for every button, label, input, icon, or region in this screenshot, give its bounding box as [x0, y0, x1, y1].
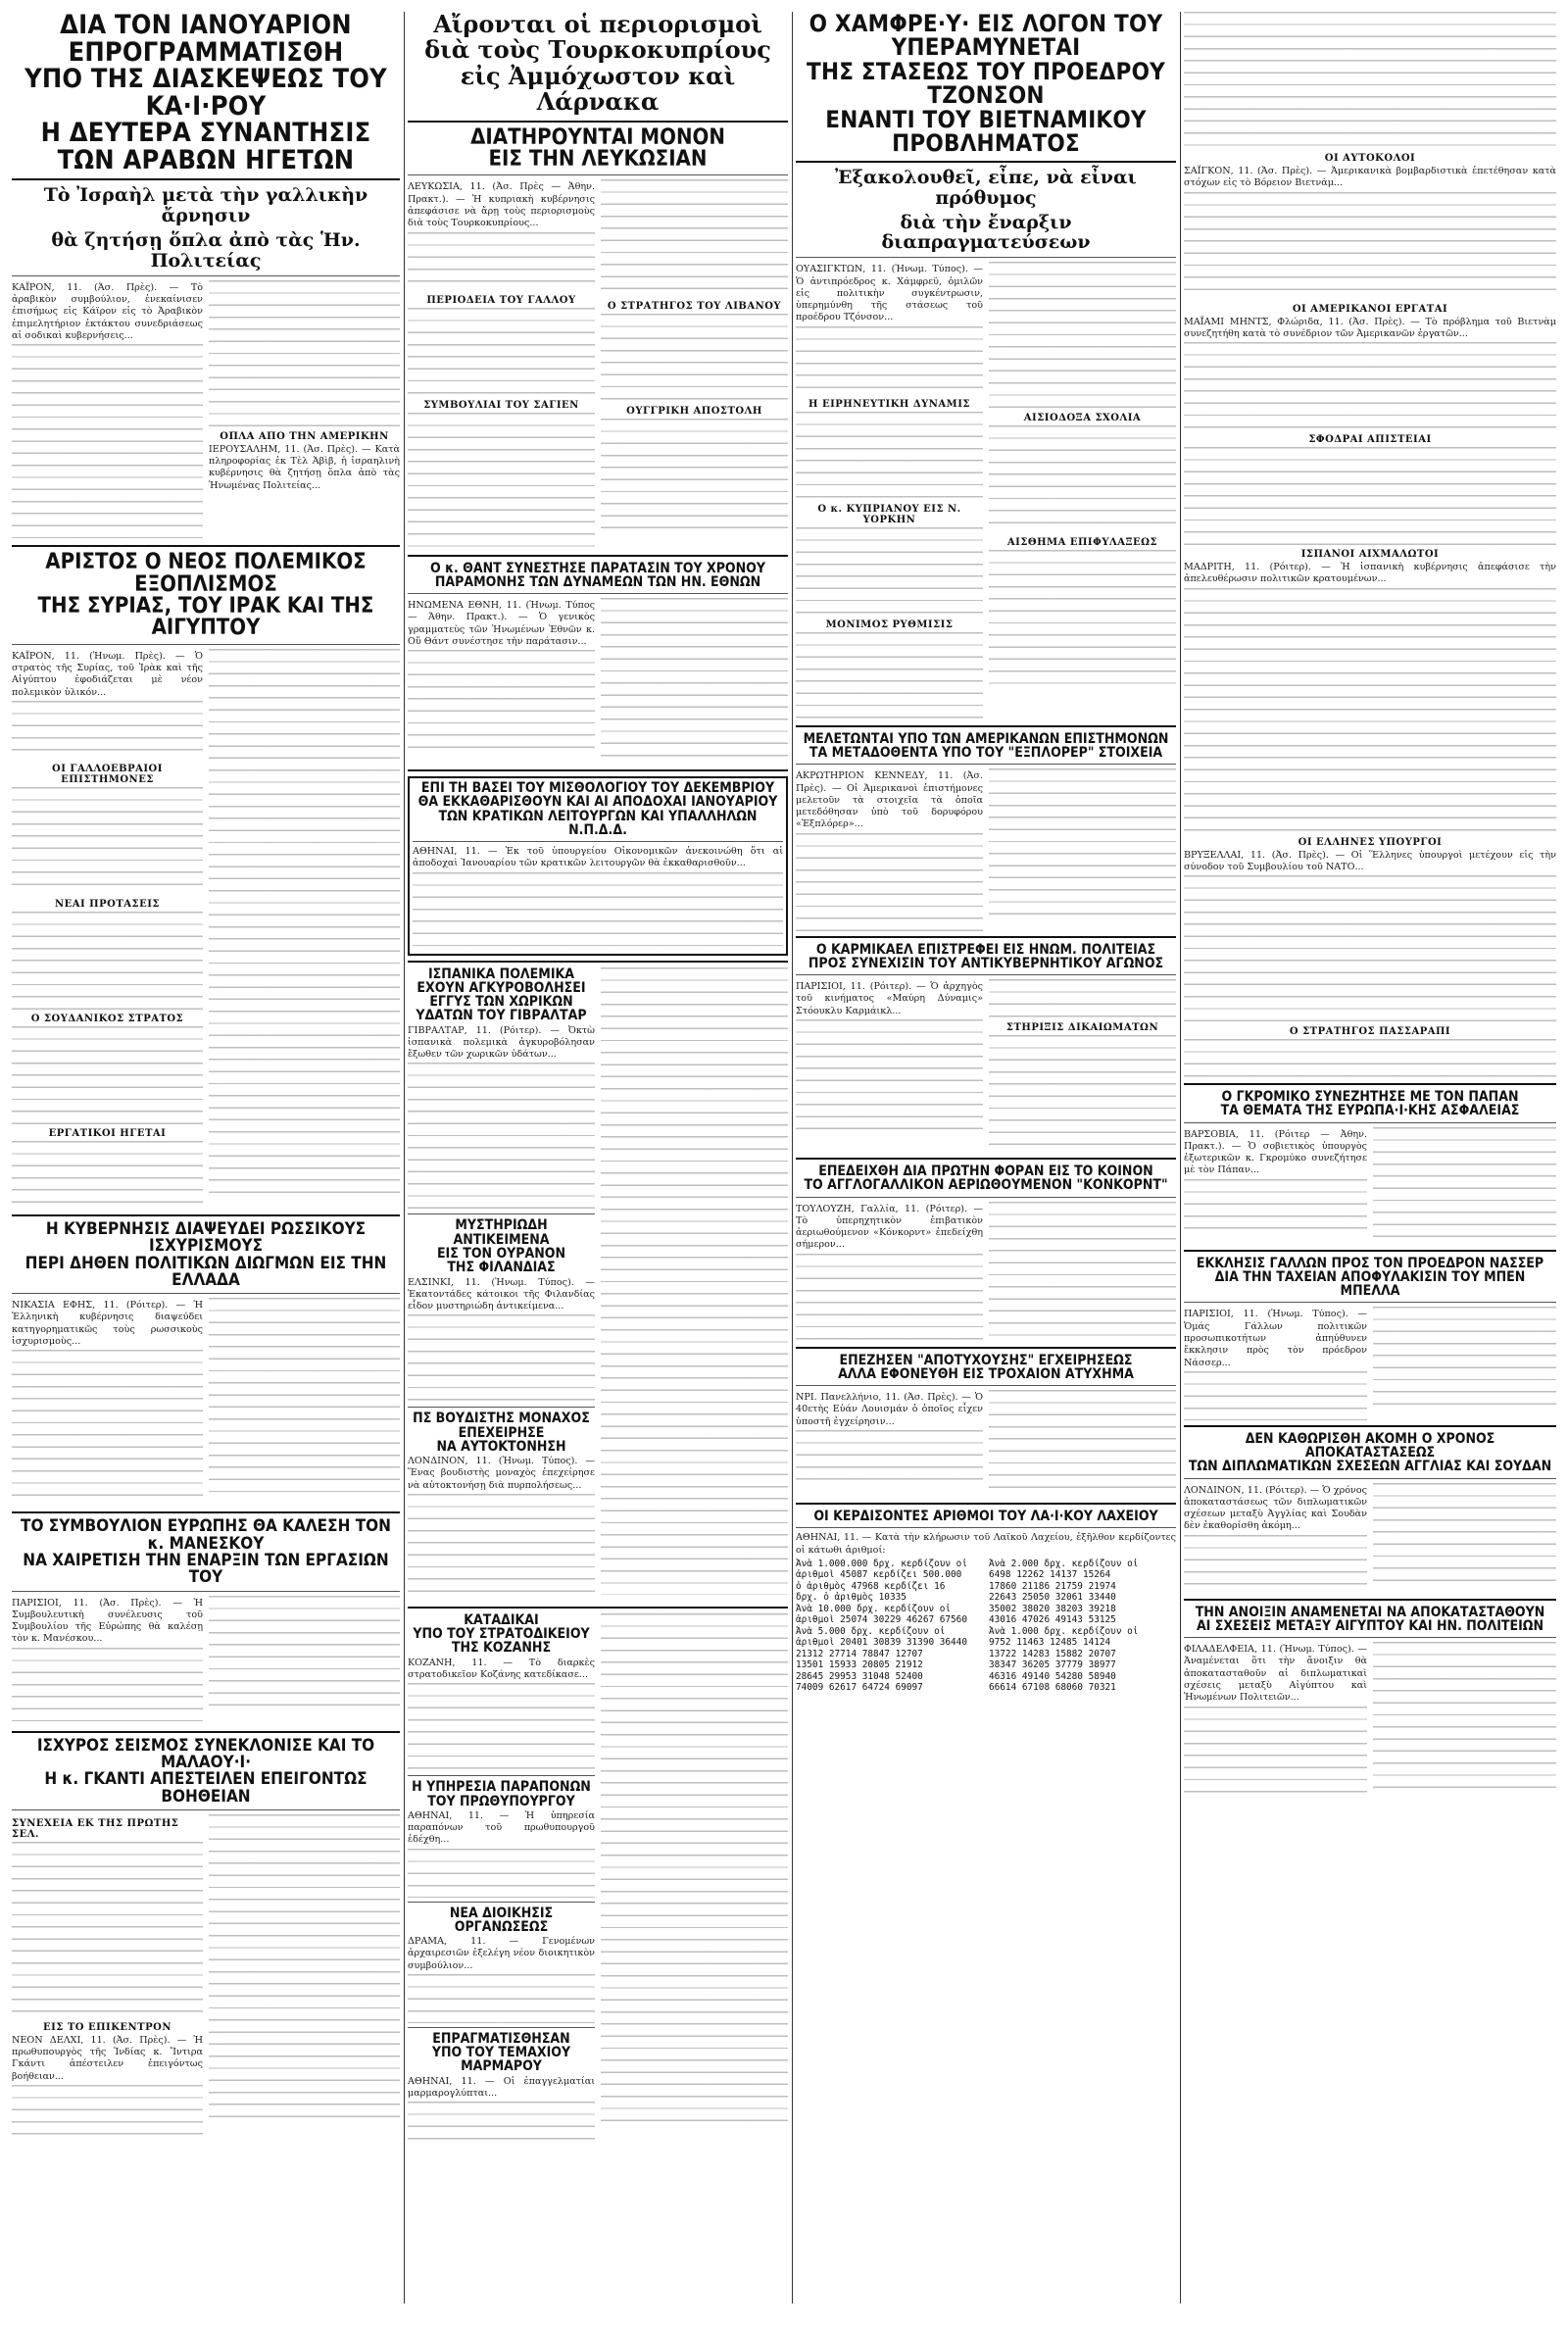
lottery-row: 28645 29953 31048 52400 — [796, 1670, 923, 1682]
lottery-row: ἀριθμοὶ 25074 30229 46267 67560 — [796, 1614, 967, 1626]
headline-line: ΤΟ ΣΥΜΒΟΥΛΙΟΝ ΕΥΡΩΠΗΣ ΘΑ ΚΑΛΕΣΗ ΤΟΝ κ. ΜΑΝΕΣΚΟΥ — [21, 1516, 391, 1554]
earthquake-article — [12, 1735, 400, 2144]
court-martial-article — [408, 1613, 595, 1771]
continuation-note: ΣΥΝΕΧΕΙΑ ΕΚ ΤΗΣ ΠΡΩΤΗΣ ΣΕΛ. — [12, 1817, 179, 1840]
headline-line: ΤΑ ΘΕΜΑΤΑ ΤΗΣ ΕΥΡΩΠΑ·Ι·ΚΗΣ ΑΣΦΑΛΕΙΑΣ — [1220, 1103, 1520, 1119]
article-body: ΚΑΪΡΟΝ, 11. (Ἠνωμ. Πρὲς). — Ὁ στρατὸς τῆς Συρίας, τοῦ Ἰρὰκ καὶ τῆς Αἰγύπτου ἐφοδιάζεται μὲ νέον πολεμικὸν ὑλικόν... — [12, 650, 203, 698]
syria-armament-article — [12, 552, 400, 1210]
lottery-row: ἀριθμοὶ 20401 30839 31390 36440 — [796, 1637, 967, 1649]
section-subhead: ΝΕΑΙ ΠΡΟΤΑΣΕΙΣ — [55, 898, 160, 910]
section-subhead: ΣΥΜΒΟΥΛΙΑΙ ΤΟΥ ΣΑΓΙΕΝ — [423, 399, 579, 411]
section-subhead: ΙΣΠΑΝΟΙ ΑΙΧΜΑΛΩΤΟΙ — [1300, 549, 1440, 561]
headline-line: ΕΚΚΛΗΣΙΣ ΓΑΛΛΩΝ ΠΡΟΣ ΤΟΝ ΠΡΟΕΔΡΟΝ ΝΑΣΣΕΡ — [1196, 1255, 1544, 1271]
column-1 — [12, 12, 400, 2303]
article-body: ΜΑΪΑΜΙ ΜΗΝΤΣ, Φλώριδα, 11. (Ἀσ. Πρὲς). — Τὸ πρόβλημα τοῦ Βιετνὰμ συνεζητήθη κατὰ τὸ συνέδριον τῶν Ἀμερικανῶν ἐργατῶν... — [1184, 316, 1556, 339]
section-subhead: Ο ΣΟΥΔΑΝΙΚΟΣ ΣΤΡΑΤΟΣ — [30, 1013, 184, 1024]
carmichael-article — [796, 943, 1176, 1154]
lottery-row: 46316 49140 54280 58940 — [989, 1670, 1116, 1682]
column-2 — [408, 12, 788, 2303]
headline-line: ΙΣΠΑΝΙΚΑ ΠΟΛΕΜΙΚΑ — [427, 965, 575, 982]
headline-line: ΝΑ ΑΥΤΟΚΤΟΝΗΣΗ — [436, 1438, 566, 1455]
section-subhead: ΕΡΓΑΤΙΚΟΙ ΗΓΕΤΑΙ — [48, 1127, 167, 1139]
article-body: ΕΛΣΙΝΚΙ, 11. (Ἠνωμ. Τύπος). — Ἑκατοντάδες κάτοικοι τῆς Φιλανδίας εἶδον μυστηριώδη ἀντικείμενα... — [408, 1276, 595, 1312]
column-3 — [796, 12, 1176, 2303]
un-forces-article — [408, 562, 788, 766]
headline-line: ΤΩΝ ΔΙΠΛΩΜΑΤΙΚΩΝ ΣΧΕΣΕΩΝ ΑΓΓΛΙΑΣ ΚΑΙ ΣΟΥΔΑΝ — [1188, 1459, 1552, 1475]
lottery-row: ὁ ἀριθμὸς 47968 κερδίζει 16 — [796, 1580, 946, 1592]
explorer-article — [796, 732, 1176, 931]
lottery-number-list — [989, 1559, 1176, 1694]
buddhist-monk-article — [408, 1411, 595, 1602]
gromyko-article — [1184, 1090, 1556, 1245]
marble-article — [408, 2032, 595, 2141]
concorde-article — [796, 1164, 1176, 1342]
council-europe-article — [12, 1518, 400, 1725]
headline-line: ΠΕΡΙ ΔΗΘΕΝ ΠΟΛΙΤΙΚΩΝ ΔΙΩΓΜΩΝ ΕΙΣ ΤΗΝ ΕΛΛΑΔΑ — [24, 1253, 387, 1290]
article-body: ΑΘΗΝΑΙ, 11. — Κατὰ τὴν κλήρωσιν τοῦ Λαϊκοῦ Λαχείου, ἐξῆλθον κερδίζοντες οἱ κάτωθι ἀριθμοί: — [796, 1532, 1176, 1556]
headline-line: Η ΔΕΥΤΕΡΑ ΣΥΝΑΝΤΗΣΙΣ ΤΩΝ ΑΡΑΒΩΝ ΗΓΕΤΩΝ — [40, 118, 371, 175]
headline-line: Η ΚΥΒΕΡΝΗΣΙΣ ΔΙΑΨΕΥΔΕΙ ΡΩΣΣΙΚΟΥΣ ΙΣΧΥΡΙΣΜΟΥΣ — [45, 1218, 367, 1257]
lottery-article — [796, 1510, 1176, 1693]
headline-line: ΝΕΑ ΔΙΟΙΚΗΣΙΣ — [449, 1905, 554, 1921]
article-body: ΠΑΡΙΣΙΟΙ, 11. (Ἀσ. Πρὲς). — Ἡ Συμβουλευτικὴ συνέλευσις τοῦ Συμβουλίου τῆς Εὐρώπης θὰ καλέσῃ τὸν κ. Μανέσκου... — [12, 1597, 203, 1645]
article-body: ΝΙΚΑΣΙΑ ΕΦΗΣ, 11. (Ρόιτερ). — Ἡ Ἑλληνικὴ κυβέρνησις διαψεύδει κατηγορηματικῶς τοὺς ρωσσικοὺς ἰσχυρισμοὺς... — [12, 1300, 203, 1347]
article-body: ΑΘΗΝΑΙ, 11. — Οἱ ἐπαγγελματίαι μαρμαρογλύπται... — [408, 2075, 595, 2099]
text-block — [1184, 12, 1556, 149]
headline-line: ΑΡΙΣΤΟΣ Ο ΝΕΟΣ ΠΟΛΕΜΙΚΟΣ ΕΞΟΠΛΙΣΜΟΣ — [45, 550, 367, 597]
subheadline-line: διὰ τὴν ἔναρξιν διαπραγματεύσεων — [881, 211, 1091, 254]
column-rule — [404, 12, 405, 2303]
headline-line: Ο ΓΚΡΟΜΙΚΟ ΣΥΝΕΖΗΤΗΣΕ ΜΕ ΤΟΝ ΠΑΠΑΝ — [1221, 1089, 1519, 1106]
column-4 — [1184, 12, 1556, 2303]
article-body: ΑΘΗΝΑΙ, 11. — Ἡ ὑπηρεσία παραπόνων τοῦ πρωθυπουργοῦ ἐδέχθη... — [408, 1809, 595, 1846]
headline-line: ΔΙΑ ΤΟΝ ΙΑΝΟΥΑΡΙΟΝ ΕΠΡΟΓΡΑΜΜΑΤΙΣΘΗ — [60, 12, 352, 68]
headline-line: ΑΙ ΣΧΕΣΕΙΣ ΜΕΤΑΞΥ ΑΙΓΥΠΤΟΥ ΚΑΙ ΗΝ. ΠΟΛΙΤΕΙΩΝ — [1196, 1617, 1544, 1634]
lottery-number-list — [796, 1559, 983, 1694]
article-body: ΛΟΝΔΙΝΟΝ, 11. (Ρόιτερ). — Ὁ χρόνος ἀποκαταστάσεως τῶν διπλωματικῶν σχέσεων μεταξὺ Ἀγγλίας καὶ Σουδὰν δὲν ἐκαθορίσθη ἀκόμη... — [1184, 1484, 1367, 1532]
article-body: ΠΑΡΙΣΙΟΙ, 11. (Ἠνωμ. Τύπος). — Ὁμάς Γάλλων πολιτικῶν προσωπικοτήτων ἀπηύθυνεν ἔκκλησιν πρὸς τὸν πρόεδρον Νάσσερ... — [1184, 1309, 1367, 1368]
headline-line: ΤΟ ΑΓΓΛΟΓΑΛΛΙΚΟΝ ΑΕΡΙΩΘΟΥΜΕΝΟΝ "ΚΟΝΚΟΡΝΤ" — [804, 1177, 1168, 1194]
article-body: ΔΡΑΜΑ, 11. — Γενομένων ἀρχαιρεσιῶν ἐξελέγη νέον διοικητικὸν συμβούλιον... — [408, 1936, 595, 1971]
headline-line: Ο ΧΑΜΦΡΕ·Υ· ΕΙΣ ΛΟΓΟΝ ΤΟΥ ΥΠΕΡΑΜΥΝΕΤΑΙ — [808, 12, 1163, 62]
lottery-row: 13722 14283 15882 20707 — [989, 1648, 1116, 1659]
headline-line: ΜΥΣΤΗΡΙΩΔΗ ΑΝΤΙΚΕΙΜΕΝΑ — [453, 1217, 550, 1248]
section-subhead: Ο ΣΤΡΑΤΗΓΟΣ ΠΑΣΣΑΡΑΠΙ — [1289, 1026, 1451, 1038]
headline-line: ΟΙ ΚΕΡΔΙΣΟΝΤΕΣ ΑΡΙΘΜΟΙ ΤΟΥ ΛΑ·Ι·ΚΟΥ ΛΑΧΕΙΟΥ — [813, 1509, 1158, 1525]
headline-line: ΕΠΙ ΤΗ ΒΑΣΕΙ ΤΟΥ ΜΙΣΘΟΛΟΓΙΟΥ ΤΟΥ ΔΕΚΕΜΒΡΙΟΥ — [420, 780, 775, 797]
section-subhead: ΟΙ ΑΥΤΟΚΟΛΟΙ — [1324, 153, 1416, 164]
spanish-navy-article — [408, 967, 595, 1211]
headline-line: ΕΓΓΥΣ ΤΩΝ ΧΩΡΙΚΩΝ — [429, 994, 573, 1011]
section-subhead: Ο ΣΤΡΑΤΗΓΟΣ ΤΟΥ ΛΙΒΑΝΟΥ — [607, 301, 782, 313]
headline-line: ΕΙΣ ΤΟΝ ΟΥΡΑΝΟΝ — [436, 1246, 566, 1263]
headline-line: ΕΠΕΧΕΙΡΗΣΕ — [458, 1424, 545, 1441]
lottery-row: 21312 27714 78847 12707 — [796, 1648, 923, 1659]
headline-line: ΠΡΟΣ ΣΥΝΕΧΙΣΙΝ ΤΟΥ ΑΝΤΙΚΥΒΕΡΝΗΤΙΚΟΥ ΑΓΩΝΟΣ — [808, 955, 1164, 971]
headline-line: ΤΑ ΜΕΤΑΔΟΘΕΝΤΑ ΥΠΟ ΤΟΥ "ΕΞΠΛΟΡΕΡ" ΣΤΟΙΧΕΙΑ — [808, 744, 1163, 761]
headline-line: ΤΩΝ ΚΡΑΤΙΚΩΝ ΛΕΙΤΟΥΡΓΩΝ ΚΑΙ ΥΠΑΛΛΗΛΩΝ Ν.Π.Δ.Δ. — [438, 808, 758, 838]
headline-line: ΤΟΥ ΠΡΩΘΥΠΟΥΡΓΟΥ — [427, 1793, 575, 1809]
subheadline-line: ΕΙΣ ΤΗΝ ΛΕΥΚΩΣΙΑΝ — [488, 147, 708, 172]
lottery-row: 9752 11463 12485 14124 — [989, 1637, 1111, 1649]
article-body: ΝΡΙ. Πανελλήνιο, 11. (Ἀσ. Πρὲς). — Ὁ 40ετὴς Εὐάν Λουισμάν ὁ ὁποῖος εἶχεν ὑποστῆ ἐγχείρησιν... — [796, 1392, 983, 1427]
headline-line: ΤΗΝ ΑΝΟΙΞΙΝ ΑΝΑΜΕΝΕΤΑΙ ΝΑ ΑΠΟΚΑΤΑΣΤΑΘΟΥΝ — [1195, 1604, 1545, 1620]
article-body: ΦΙΛΑΔΕΛΦΕΙΑ, 11. (Ἠνωμ. Τύπος). — Ἀναμένεται ὅτι τὴν ἄνοιξιν θὰ ἀποκατασταθοῦν αἱ διπλωματικαὶ σχέσεις μεταξὺ Αἰγύπτου καὶ Ἡνωμένων Πολιτειῶν... — [1184, 1644, 1367, 1704]
headline-line: ΤΗΣ ΚΟΖΑΝΗΣ — [451, 1640, 552, 1657]
headline-line: Η ΥΠΗΡΕΣΙΑ ΠΑΡΑΠΟΝΩΝ — [412, 1779, 591, 1796]
headline-line: ΔΙΑ ΤΗΝ ΤΑΧΕΙΑΝ ΑΠΟΦΥΛΑΚΙΣΙΝ ΤΟΥ ΜΠΕΝ ΜΠΕΛΛΑ — [1214, 1268, 1526, 1300]
headline-line: ΑΛΛΑ ΕΦΟΝΕΥΘΗ ΕΙΣ ΤΡΟΧΑΙΟΝ ΑΤΥΧΗΜΑ — [838, 1365, 1134, 1382]
lottery-row: ἀριθμοὶ 45087 κερδίζει 500.000 — [796, 1569, 962, 1581]
section-subhead: ΑΙΣΙΟΔΟΞΑ ΣΧΟΛΙΑ — [1023, 413, 1142, 424]
article-body: ΒΑΡΣΟΒΙΑ, 11. (Ρόιτερ — Ἀθην. Πρακτ.). — Ὁ σοβιετικὸς ὑπουργὸς ἐξωτερικῶν κ. Γκρομύκο συνεζήτησε μὲ τὸν Πάπαν... — [1184, 1128, 1367, 1176]
lottery-row: Ἀνὰ 10.000 δρχ. κερδίζουν οἱ — [796, 1603, 952, 1614]
headline-line: Ο κ. ΘΑΝΤ ΣΥΝΕΣΤΗΣΕ ΠΑΡΑΤΑΣΙΝ ΤΟΥ ΧΡΟΝΟΥ — [429, 560, 765, 576]
article-body: ΜΑΔΡΙΤΗ, 11. (Ρόιτερ). — Ἡ ἱσπανικὴ κυβέρνησις ἀπεφάσισε τὴν ἀπελευθέρωσιν πολιτικῶν κρατουμένων... — [1184, 562, 1556, 585]
subheadline-line: Ἐξακολουθεῖ, εἶπε, νὰ εἶναι πρόθυμος — [835, 166, 1137, 209]
surgery-article — [796, 1354, 1176, 1499]
headline-line: ΥΠΟ ΤΟΥ ΣΤΡΑΤΟΔΙΚΕΙΟΥ — [413, 1626, 590, 1643]
headline-line: Η κ. ΓΚΑΝΤΙ ΑΠΕΣΤΕΙΛΕΝ ΕΠΕΙΓΟΝΤΩΣ ΒΟΗΘΕΙΑΝ — [44, 1769, 368, 1807]
section-subhead: ΑΙΣΘΗΜΑ ΕΠΙΦΥΛΑΞΕΩΣ — [1006, 537, 1158, 549]
section-subhead: ΟΥΓΓΡΙΚΗ ΑΠΟΣΤΟΛΗ — [626, 406, 762, 418]
russia-claims-article — [12, 1218, 400, 1507]
section-subhead: ΣΦΟΔΡΑΙ ΑΠΙΣΤΕΙΑΙ — [1308, 434, 1432, 446]
headline-line: ΤΗΣ ΣΤΑΣΕΩΣ ΤΟΥ ΠΡΟΕΔΡΟΥ ΤΖΟΝΣΟΝ — [807, 57, 1165, 110]
headline-line: εἰς Ἀμμόχωστον καὶ Λάρνακα — [460, 61, 736, 117]
section-subhead: ΟΠΛΑ ΑΠΟ ΤΗΝ ΑΜΕΡΙΚΗΝ — [220, 430, 389, 442]
headline-line: διὰ τοὺς Τουρκοκυπρίους — [424, 35, 771, 65]
lottery-row: 74009 62617 64724 69097 — [796, 1682, 923, 1694]
newspaper-page — [12, 12, 1556, 2303]
headline-line: ΤΗΣ ΦΙΛΑΝΔΙΑΣ — [447, 1260, 556, 1276]
article-body: ΓΙΒΡΑΛΤΑΡ, 11. (Ρόιτερ). — Ὀκτὼ ἱσπανικὰ πολεμικὰ ἀγκυροβόλησαν ἔξωθεν τῶν χωρικῶν ὑδάτων... — [408, 1024, 595, 1061]
lottery-row: Ἀνὰ 1.000.000 δρχ. κερδίζουν οἱ — [796, 1559, 967, 1570]
headline-line: ΠΑΡΑΜΟΝΗΣ ΤΩΝ ΔΥΝΑΜΕΩΝ ΤΩΝ ΗΝ. ΕΘΝΩΝ — [434, 573, 761, 590]
article-body: ΑΘΗΝΑΙ, 11. — Ἐκ τοῦ ὑπουργείου Οἰκονομικῶν ἀνεκοινώθη ὅτι αἱ ἀποδοχαὶ Ἰανουαρίου τῶν κρατικῶν λειτουργῶν θὰ ἐκκαθαρισθοῦν... — [413, 846, 783, 869]
lottery-row: Ἀνὰ 2.000 δρχ. κερδίζουν οἱ — [989, 1559, 1139, 1570]
article-body: ΛΕΥΚΩΣΙΑ, 11. (Ἀσ. Πρὲς — Ἀθην. Πρακτ.). — Ἡ κυπριακὴ κυβέρνησις ἀπεφάσισε νὰ ἄρῃ τοὺς περιορισμοὺς διὰ τοὺς Τουρκοκυπρίους... — [408, 181, 595, 229]
headline-line: ΝΑ ΧΑΙΡΕΤΙΣΗ ΤΗΝ ΕΝΑΡΞΙΝ ΤΩΝ ΕΡΓΑΣΙΩΝ ΤΟΥ — [23, 1550, 389, 1588]
lottery-row: 66614 67108 68060 70321 — [989, 1682, 1116, 1694]
article-body: ΚΟΖΑΝΗ, 11. — Τὸ διαρκὲς στρατοδικεῖον Κοζάνης κατεδίκασε... — [408, 1657, 595, 1680]
section-subhead: Η ΕΙΡΗΝΕΥΤΙΚΗ ΔΥΝΑΜΙΣ — [808, 398, 970, 410]
lottery-row: Ἀνὰ 5.000 δρχ. κερδίζουν οἱ — [796, 1625, 946, 1637]
headline-line: ΕΠΕΔΕΙΧΘΗ ΔΙΑ ΠΡΩΤΗΝ ΦΟΡΑΝ ΕΙΣ ΤΟ ΚΟΙΝΟΝ — [818, 1164, 1153, 1180]
article-body: ΠΑΡΙΣΙΟΙ, 11. (Ρόιτερ). — Ὁ ἀρχηγὸς τοῦ κινήματος «Μαύρη Δύναμις» Στόουκλυ Καρμάικλ... — [796, 981, 983, 1016]
lottery-row: Ἀνὰ 1.000 δρχ. κερδίζουν οἱ — [989, 1625, 1139, 1637]
section-subhead: ΟΙ ΓΑΛΛΟΕΒΡΑΙΟΙ ΕΠΙΣΤΗΜΟΝΕΣ — [52, 763, 163, 785]
section-subhead: ΣΤΗΡΙΞΙΣ ΔΙΚΑΙΩΜΑΤΩΝ — [1005, 1022, 1159, 1034]
humphrey-article — [796, 12, 1176, 720]
lottery-row: 6498 12262 14137 15264 — [989, 1569, 1111, 1581]
section-subhead: ΟΙ ΑΜΕΡΙΚΑΝΟΙ ΕΡΓΑΤΑΙ — [1292, 303, 1448, 315]
article-body: ΚΑΪΡΟΝ, 11. (Ἀσ. Πρὲς). — Τὸ ἀραβικὸν συμβούλιον, ἐνεκαίνισεν ἐπισήμως εἰς Κάϊρον εἰς τὸ Ἀραβικὸν ἐπιμελητήριον ἐκτάκτου συνεδριάσεως αἱ σοδικαὶ κυβερνήσεις... — [12, 281, 203, 341]
section-subhead: ΕΙΣ ΤΟ ΕΠΙΚΕΝΤΡΟΝ — [43, 2021, 172, 2033]
cyprus-restrictions-article — [408, 12, 788, 550]
headline-line: ΕΧΟΥΝ ΑΓΚΥΡΟΒΟΛΗΣΕΙ — [416, 979, 586, 996]
new-administration-article — [408, 1906, 595, 2023]
subheadline-line: Τὸ Ἰσραὴλ μετὰ τὴν γαλλικὴν ἄρνησιν — [43, 184, 368, 227]
headline-line: ΤΗΣ ΣΥΡΙΑΣ, ΤΟΥ ΙΡΑΚ ΚΑΙ ΤΗΣ ΑΙΓΥΠΤΟΥ — [37, 593, 374, 641]
section-subhead: ΟΙ ΕΛΛΗΝΕΣ ΥΠΟΥΡΓΟΙ — [1298, 836, 1443, 848]
subheadline-line: ΔΙΑΤΗΡΟΥΝΤΑΙ ΜΟΝΟΝ — [470, 124, 725, 150]
sudan-article — [1184, 1432, 1556, 1594]
lottery-row: 38347 36205 37779 38977 — [989, 1659, 1116, 1671]
article-body: ΣΑΪΓΚΟΝ, 11. (Ἀσ. Πρὲς). — Ἀμερικανικὰ βομβαρδιστικὰ ἐπετέθησαν κατὰ στόχων εἰς τὸ Βόρειον Βιετνάμ... — [1184, 166, 1556, 189]
mystery-objects-article — [408, 1218, 595, 1403]
salary-article — [408, 776, 788, 956]
lottery-row: 35002 38020 38203 39218 — [989, 1603, 1116, 1614]
headline-line: ΕΠΕΖΗΣΕΝ "ΑΠΟΤΥΧΟΥΣΗΣ" ΕΓΧΕΙΡΗΣΕΩΣ — [839, 1352, 1133, 1368]
article-body: ΝΕΟΝ ΔΕΛΧΙ, 11. (Ἀσ. Πρὲς). — Ἡ πρωθυπουργὸς τῆς Ἰνδίας κ. Ἴντιρα Γκάντι ἀπέστειλεν ἐπειγόντως βοήθειαν... — [12, 2034, 203, 2082]
lottery-row: 13501 15933 20805 21912 — [796, 1659, 923, 1671]
headline-line: ΥΔΑΤΩΝ ΤΟΥ ΓΙΒΡΑΛΤΑΡ — [416, 1008, 587, 1024]
nasser-article — [1184, 1257, 1556, 1420]
headline-line: ΔΕΝ ΚΑΘΩΡΙΣΘΗ ΑΚΟΜΗ Ο ΧΡΟΝΟΣ ΑΠΟΚΑΤΑΣΤΑΣΕΩΣ — [1245, 1430, 1495, 1461]
article-body: ΟΥΑΣΙΓΚΤΩΝ, 11. (Ἠνωμ. Τύπος). — Ὁ ἀντιπρόεδρος κ. Χάμφρεϋ, ὁμιλῶν εἰς πολιτικὴν συγκέντρωσιν, ὑπερημύνθη τῆς στάσεως τοῦ προέδρου Τζόνσον... — [796, 264, 983, 323]
headline-line: Ο ΚΑΡΜΙΚΑΕΛ ΕΠΙΣΤΡΕΦΕΙ ΕΙΣ ΗΝΩΜ. ΠΟΛΙΤΕΙΑΣ — [815, 941, 1156, 958]
article-body: ΑΚΡΩΤΗΡΙΟΝ ΚΕΝΝΕΔΥ, 11. (Ἀσ. Πρὲς). — Οἱ Ἀμερικανοὶ ἐπιστήμονες μελετοῦν τὰ στοιχεῖα τὰ ὁποῖα μετεδόθησαν ὑπὸ τοῦ δορυφόρου «Ἐξπλόρερ»... — [796, 770, 983, 830]
column-rule — [792, 12, 793, 2303]
lottery-row: 22643 25050 32061 33440 — [989, 1592, 1116, 1604]
text-block — [12, 344, 203, 540]
section-subhead: ΜΟΝΙΜΟΣ ΡΥΘΜΙΣΙΣ — [825, 619, 954, 630]
headline-line: ΥΠΟ ΤΟΥ ΤΕΜΑΧΙΟΥ ΜΑΡΜΑΡΟΥ — [431, 2045, 571, 2075]
headline-line: Αἴρονται οἱ περιορισμοὶ — [433, 12, 762, 38]
article-body: ΒΡΥΞΕΛΛΑΙ, 11. (Ἀσ. Πρὲς). — Οἱ Ἕλληνες ὑπουργοὶ μετέχουν εἰς τὴν σύνοδον τοῦ Συμβουλίου τοῦ ΝΑΤΟ... — [1184, 849, 1556, 872]
article-body: ΙΕΡΟΥΣΑΛΗΜ, 11. (Ἀσ. Πρὲς). — Κατὰ πληροφορίας ἐκ Τὲλ Ἀβὶβ, ἡ ἰσραηλινὴ κυβέρνησις θὰ ζητήσῃ ὅπλα ἀπὸ τὰς Ἡνωμένας Πολιτείας... — [209, 443, 400, 491]
section-subhead: ΠΕΡΙΟΔΕΙΑ ΤΟΥ ΓΑΛΛΟΥ — [426, 294, 576, 306]
pm-complaints-article — [408, 1780, 595, 1897]
headline-line: ΕΠΡΑΓΜΑΤΙΣΘΗΣΑΝ — [432, 2030, 570, 2047]
egypt-relations-article — [1184, 1606, 1556, 1795]
headline-line: ΚΑΤΑΔΙΚΑΙ — [464, 1611, 539, 1628]
article-body: ΤΟΥΛΟΥΖΗ, Γαλλία, 11. (Ρόιτερ). — Τὸ ὑπερηχητικὸν ἐπιβατικὸν ἀεριωθούμενον «Κόνκορντ» ἐπεδείχθη σήμερον... — [796, 1203, 983, 1251]
column-rule — [1180, 12, 1181, 2303]
lottery-row: 17860 21186 21759 21974 — [989, 1580, 1116, 1592]
headline-line: ΟΡΓΑΝΩΣΕΩΣ — [454, 1918, 549, 1935]
article-body: ΗΝΩΜΕΝΑ ΕΘΝΗ, 11. (Ἠνωμ. Τύπος — Ἀθην. Πρακτ.). — Ὁ γενικὸς γραμματεὺς τῶν Ἡνωμένων Ἐθνῶν κ. Οὔ Θάντ συνέστησε τὴν παράτασιν... — [408, 600, 595, 647]
headline-line: ΙΣΧΥΡΟΣ ΣΕΙΣΜΟΣ ΣΥΝΕΚΛΟΝΙΣΕ ΚΑΙ ΤΟ ΜΑΛΑΟΥ·Ι· — [36, 1735, 375, 1772]
headline-line: ΜΕΛΕΤΩΝΤΑΙ ΥΠΟ ΤΩΝ ΑΜΕΡΙΚΑΝΩΝ ΕΠΙΣΤΗΜΟΝΩΝ — [803, 730, 1169, 747]
lottery-row: 43016 47026 49143 53125 — [989, 1614, 1116, 1626]
lottery-row: δρχ. ὁ ἀριθμὸς 10335 — [796, 1592, 906, 1604]
text-block — [209, 280, 400, 427]
arab-summit-article — [12, 12, 400, 540]
headline-line: ΘΑ ΕΚΚΑΘΑΡΙΣΘΟΥΝ ΚΑΙ ΑΙ ΑΠΟΔΟΧΑΙ ΙΑΝΟΥΑΡΙΟΥ — [417, 794, 778, 811]
headline-line: ΠΣ ΒΟΥΔΙΣΤΗΣ ΜΟΝΑΧΟΣ — [413, 1411, 590, 1427]
headline-line: ΕΝΑΝΤΙ ΤΟΥ ΒΙΕΤΝΑΜΙΚΟΥ ΠΡΟΒΛΗΜΑΤΟΣ — [825, 105, 1147, 158]
article-body: ΛΟΝΔΙΝΟΝ, 11. (Ἠνωμ. Τύπος). — Ἕνας βουδιστὴς μοναχὸς ἐπεχείρησε νὰ αὐτοκτονήσῃ διὰ πυρπολήσεως... — [408, 1456, 595, 1491]
subheadline-line: θὰ ζητήσῃ ὅπλα ἀπὸ τὰς Ἡν. Πολιτείας — [51, 228, 361, 272]
headline-line: ΥΠΟ ΤΗΣ ΔΙΑΣΚΕΨΕΩΣ ΤΟΥ ΚΑ·Ι·ΡΟΥ — [24, 64, 387, 122]
section-subhead: Ο κ. ΚΥΠΡΙΑΝΟΥ ΕΙΣ Ν. ΥΟΡΚΗΝ — [817, 503, 961, 525]
